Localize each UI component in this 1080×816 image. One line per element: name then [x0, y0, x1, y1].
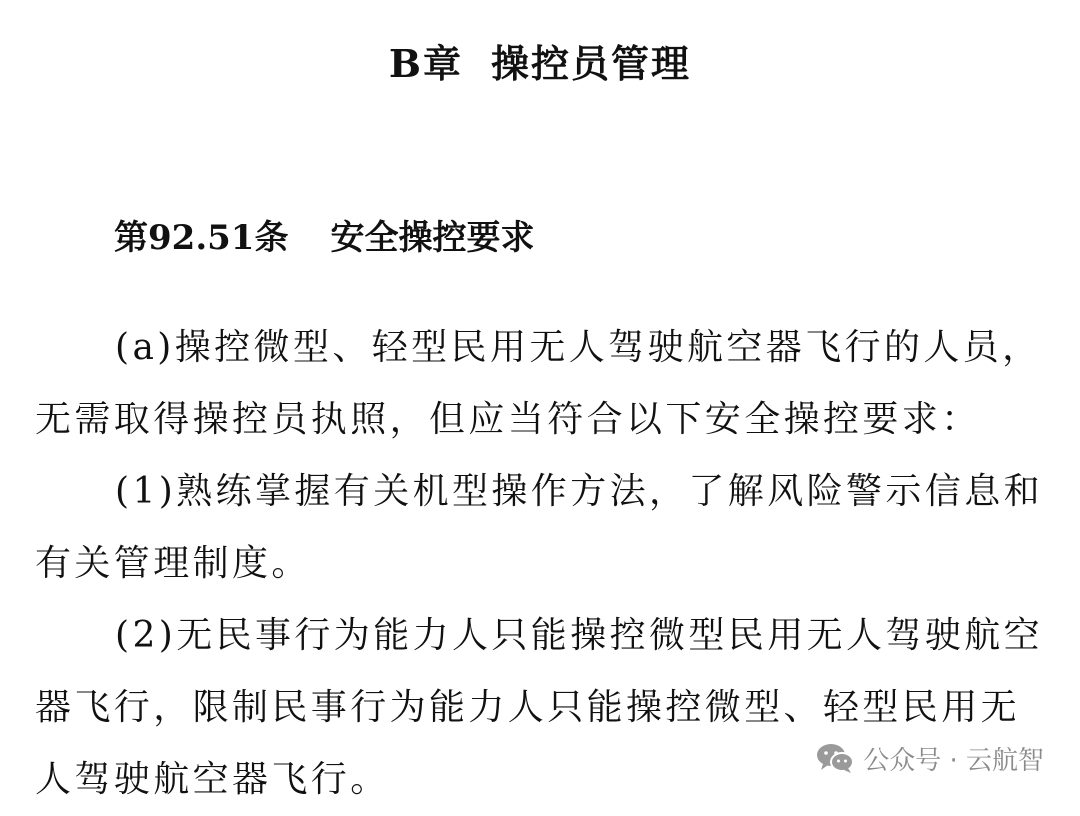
article-title: 安全操控要求 [330, 218, 535, 258]
chapter-title: 操控员管理 [491, 41, 692, 86]
chapter-heading [0, 38, 1080, 90]
article-heading [114, 214, 534, 262]
watermark-text: 公众号 · 云航智 [863, 745, 1044, 776]
chapter-number: B章 [388, 41, 464, 86]
wechat-icon [815, 742, 855, 774]
article-number: 第92.51条 [114, 218, 289, 258]
paragraph-a: (a)操控微型、轻型民用无人驾驶航空器飞行的人员，无需取得操控员执照，但应当符合以下安全操控要求： [35, 327, 1042, 440]
paragraph-1: (1)熟练掌握有关机型操作方法，了解风险警示信息和有关管理制度。 [35, 471, 1043, 584]
watermark [815, 738, 1044, 778]
paragraph-2: (2)无民事行为能力人只能操控微型民用无人驾驶航空器飞行，限制民事行为能力人只能操控微型、轻型民用无人驾驶航空器飞行。 [35, 615, 1043, 800]
